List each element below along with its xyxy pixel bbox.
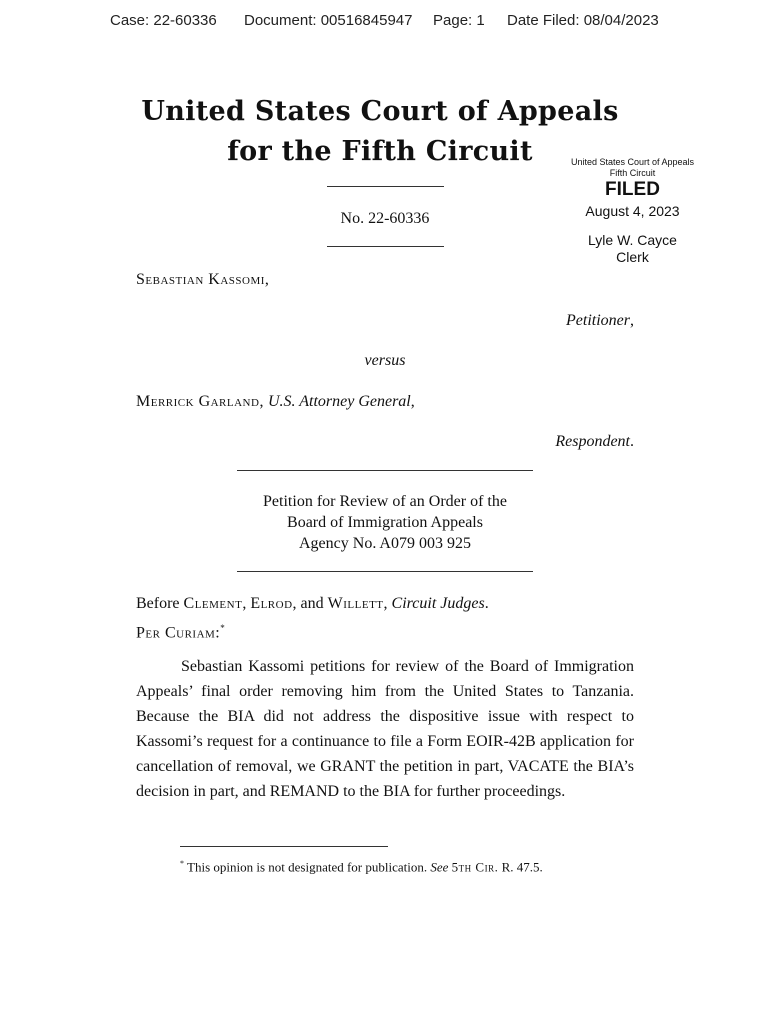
case-number: Case: 22-60336 [110, 12, 217, 29]
judge-elrod: Elrod [250, 595, 293, 612]
stamp-date: August 4, 2023 [585, 203, 680, 219]
respondent-role: Respondent [555, 433, 630, 450]
footnote-divider [180, 846, 388, 847]
panel-line: Before Clement, Elrod, and Willett, Circuit Judges. [136, 595, 489, 612]
stamp-court: United States Court of Appeals [570, 157, 695, 167]
stamp-clerk-name: Lyle W. Cayce [588, 232, 677, 248]
divider [237, 571, 533, 572]
court-title-line2: for the Fifth Circuit [227, 136, 533, 167]
judge-clement: Clement [183, 595, 243, 612]
petition-line1: Petition for Review of an Order of the [263, 493, 507, 510]
judges-title: Circuit Judges [391, 595, 485, 612]
divider [327, 246, 444, 247]
agency-number: Agency No. A079 003 925 [299, 535, 471, 552]
petitioner-role-line: Petitioner, [566, 312, 634, 329]
docket-number: No. 22-60336 [340, 210, 430, 227]
respondent-name: Merrick Garland, [136, 393, 264, 410]
date-filed: Date Filed: 08/04/2023 [507, 12, 659, 29]
stamp-circuit: Fifth Circuit [609, 168, 656, 178]
divider [327, 186, 444, 187]
court-title-line1: United States Court of Appeals [141, 96, 619, 127]
page-number: Page: 1 [433, 12, 485, 29]
judge-willett: Willett [327, 595, 384, 612]
respondent-line: Merrick Garland, U.S. Attorney General, [136, 393, 415, 410]
divider [237, 470, 533, 471]
stamp-clerk-title: Clerk [616, 249, 649, 265]
stamp-filed: FILED [605, 179, 660, 200]
opinion-paragraph: Sebastian Kassomi petitions for review of the Board of Immigration Appeals’ final order removing him from the United States to Tanzania. Because the BIA did not address the dispositive issue with respect to Kassomi’s request for a continuance to file a Form EOIR-42B application for cancellation of removal, we GRANT the petition in part, VACATE the BIA’s decision in part, and REMAND to the BIA for further proceedings. [136, 658, 634, 800]
petition-line2: Board of Immigration Appeals [287, 514, 483, 531]
respondent-title: U.S. Attorney General [267, 393, 411, 410]
petitioner-role: Petitioner [566, 312, 630, 329]
versus: versus [364, 352, 406, 369]
petitioner-name: Sebastian Kassomi, [136, 271, 270, 288]
footnote: * This opinion is not designated for publication. See 5th Cir. R. 47.5. [180, 859, 543, 875]
footnote-marker: * [220, 623, 225, 633]
respondent-role-line: Respondent. [555, 433, 634, 450]
per-curiam: Per Curiam:* [136, 623, 225, 642]
document-number: Document: 00516845947 [244, 12, 413, 29]
